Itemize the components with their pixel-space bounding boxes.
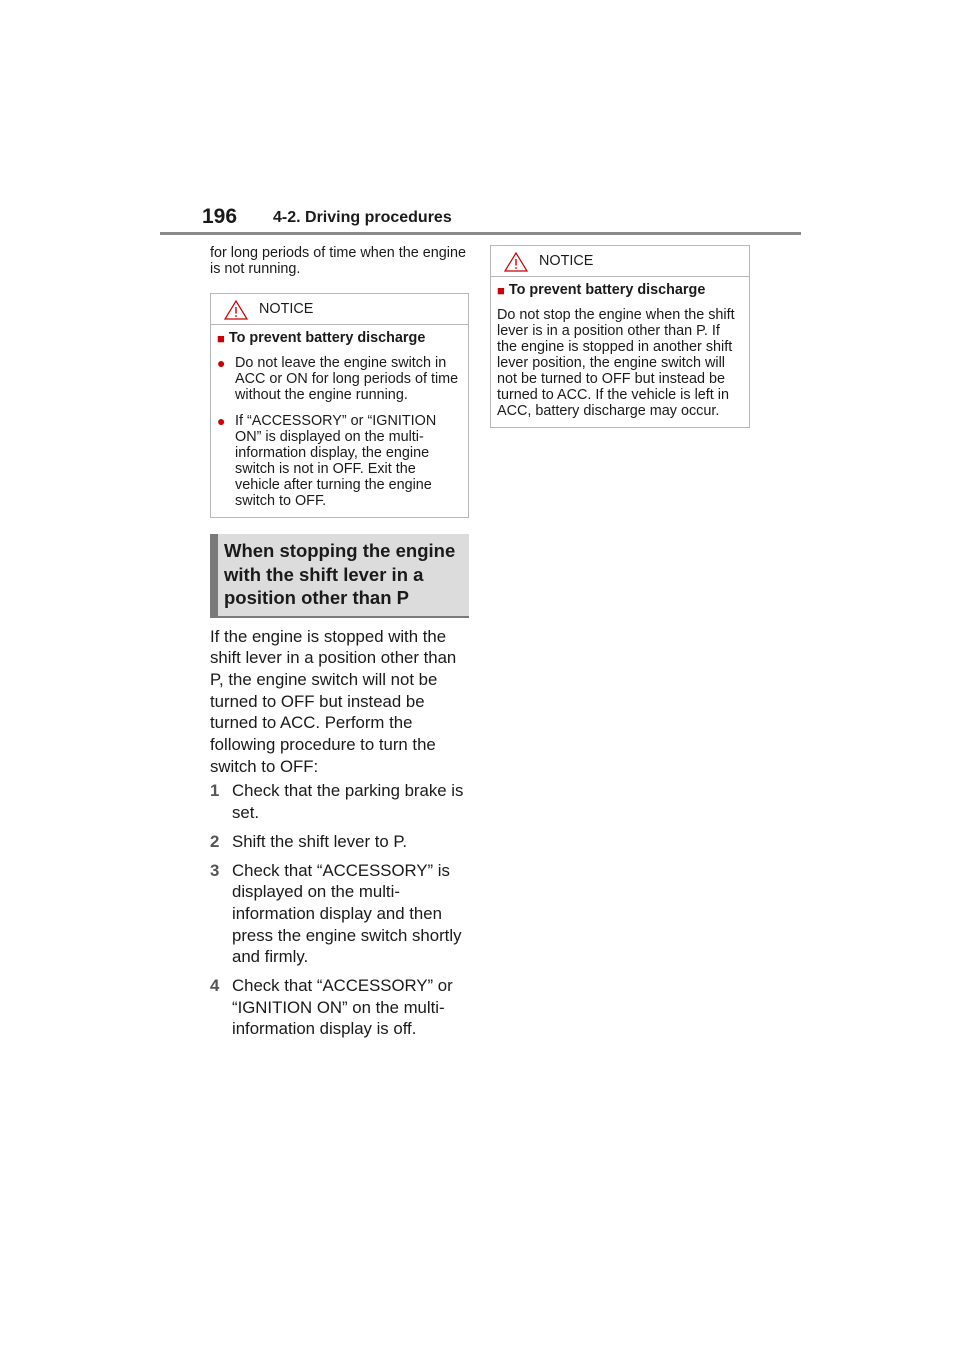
body-text: If the engine is stopped with the shift lever in a position other than P, the engine switch will not be turned to OFF but instead be turned to ACC. Perform the following procedure to turn the switch to OFF: xyxy=(210,626,457,776)
notice-subheading xyxy=(497,282,743,300)
step-text: Check that “ACCESSORY” or “IGNITION ON” on the multi-information display is off. xyxy=(232,976,453,1039)
notice-header xyxy=(211,294,468,325)
step-text: Shift the shift lever to P. xyxy=(232,831,408,851)
notice-header xyxy=(491,246,749,277)
step-item xyxy=(210,831,470,853)
step-item xyxy=(210,780,470,823)
round-bullet-icon: ● xyxy=(217,355,226,371)
square-bullet-icon: ■ xyxy=(497,283,505,298)
step-number: 4 xyxy=(210,976,220,996)
step-number: 1 xyxy=(210,781,220,801)
page-header xyxy=(200,204,800,234)
notice-body xyxy=(211,325,468,517)
notice-body xyxy=(491,277,749,427)
topic-heading: When stopping the engine with the shift lever in a position other than P xyxy=(224,540,456,608)
square-bullet-icon: ■ xyxy=(217,331,225,346)
step-item xyxy=(210,975,470,1040)
step-item xyxy=(210,860,470,969)
steps-list xyxy=(210,780,470,1040)
round-bullet-icon: ● xyxy=(217,413,226,429)
left-column xyxy=(210,245,470,1047)
notice-bullet-text: If “ACCESSORY” or “IGNITION ON” is displayed on the multi-information display, the engine switch is not in OFF. Exit the vehicle after turning the engine switch to OFF. xyxy=(235,413,437,509)
notice-bullet xyxy=(217,355,462,403)
notice-subheading-text: To prevent battery discharge xyxy=(508,282,706,298)
warning-triangle-icon xyxy=(224,300,248,320)
notice-bullet-text: Do not leave the engine switch in ACC or ON for long periods of time without the engine running. xyxy=(235,355,459,403)
step-text: Check that “ACCESSORY” is displayed on the multi-information display and then press the engine switch shortly and firmly. xyxy=(232,860,462,967)
notice-subheading xyxy=(217,330,462,348)
warning-triangle-icon xyxy=(504,252,528,272)
notice-label: NOTICE xyxy=(259,301,314,317)
notice-box-right xyxy=(490,245,750,428)
intro-text: for long periods of time when the engine is not running. xyxy=(210,245,466,277)
notice-box-left xyxy=(210,293,469,518)
step-text: Check that the parking brake is set. xyxy=(232,781,464,823)
step-number: 2 xyxy=(210,831,220,851)
notice-subheading-text: To prevent battery discharge xyxy=(228,330,426,346)
right-column xyxy=(490,245,752,428)
notice-label: NOTICE xyxy=(539,253,594,269)
section-title: 4-2. Driving procedures xyxy=(273,209,452,226)
notice-text: Do not stop the engine when the shift lever is in a position other than P. If the engine is stopped in another shift lever position, the engine switch will not be turned to OFF but instead be turned to ACC. If the vehicle is left in ACC, battery discharge may occur. xyxy=(497,307,735,419)
header-rule xyxy=(160,232,801,235)
notice-bullet xyxy=(217,413,462,509)
page-number: 196 xyxy=(202,205,238,228)
topic-heading-box xyxy=(210,534,469,618)
step-number: 3 xyxy=(210,860,220,880)
